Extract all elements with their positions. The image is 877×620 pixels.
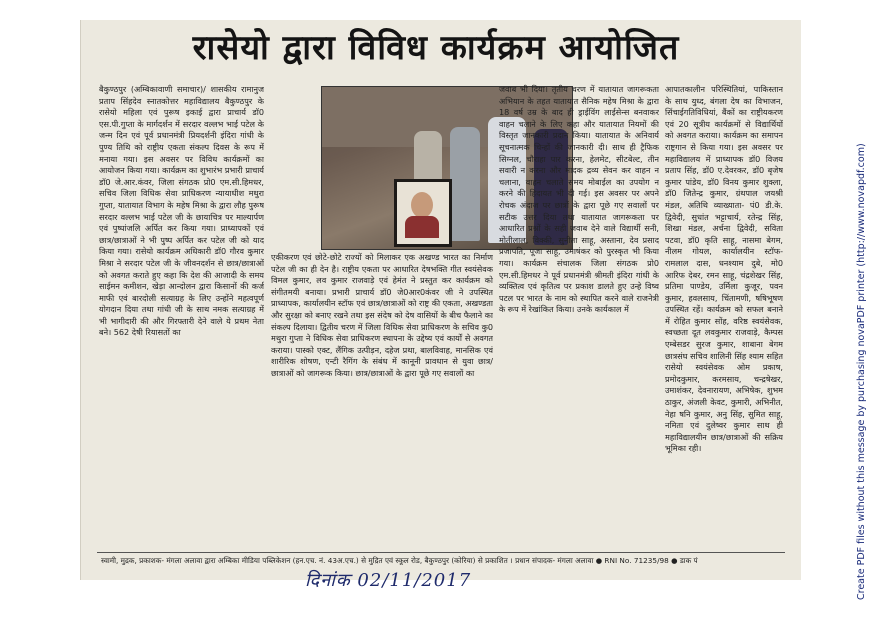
pdf-watermark: [846, 40, 866, 600]
article-lead-text: बैकुण्ठपुर (अम्बिकावाणी समाचार)/ शासकीय रामानुज प्रताप सिंहदेव स्नातकोत्तर महाविद्यालय बैकुण्ठपुर के रासेयो महिला एवं पुरूष इकाई द्वारा प्राचार्य डॉ0 एस.पी.गुप्ता के मार्गदर्शन में सरदार वल्लभ भाई पटेल के जन्म दिन एवं पूर्व प्रधानमंत्री प्रियदर्शनी इंदिरा गांधी के पुण्य तिथि को राष्ट्रीय एकता संकल्प दिवस के रूप में मनाया गया। इस अवसर पर विविध कार्यक्रमों का आयोजन किया गया। कार्यक्रम का शुभारंभ प्रभारी प्राचार्य डॉ0 जे.आर.कंवर, जिला संगठक प्रो0 एम.सी.हिमधर, सचिव जिला विधिक सेवा प्राधिकरण न्यायाधीश मथुरा गुप्ता, यातायात विभाग के महेष मिश्रा के द्वारा लौह पुरूष सरदार वल्लभ भाई पटेल जी के छायाचित्र पर माल्यार्पण एवं पुष्पांजलि अर्पित कर किया गया। प्राध्यापकों एवं छात्र/छात्राओं ने भी पुष्प अर्पित कर पटेल जी को याद किया गया। रासेयो कार्यक्रम अधिकारी डॉ0 गौरव कुमार मिश्रा ने सरदार पटेल जी के जीवनदर्शन से छात्र/छात्राओं को अवगत कराते हुए कहा कि देश की आजादी के समय साईमन कमीशन, खेड़ा आन्दोलन द्वारा किसानों की कर्ज माफी एवं बारदोली सत्याग्रह के लिए उन्होंने महत्वपूर्ण योगदान दिया तथा गांधी जी के साथ नमक सत्याग्रह में भी भागीदारी की और गिरफ्तारी देने वाले ये प्रथम नेता बने। 562 देषी रियासतों का: [99, 84, 264, 338]
footer-divider: [97, 552, 785, 553]
article-column-1: [99, 84, 264, 524]
article-text: एकीकरण एवं छोटे-छोटे राज्यों को मिलाकर एक अखण्ड भारत का निर्माण पटेल जी का ही देन है। राष्ट्रीय एकता पर आधारित देषभक्ति गीत स्वयंसेवक विमल कुमार, लव कुमार राजवाड़े एवं हेमंत ने प्रस्तुत कर कार्यक्रम को संगीतमयी बनाया। प्रभारी प्राचार्य डॉ0 जे0आर0कंवर जी ने उपस्थित प्राध्यापक, कार्यालयीन स्टॉफ एवं छात्र/छात्राओं को राष्ट्र की एकता, अखण्डता और सुरक्षा को बनाए रखने तथा इस संदेष को देष वासियों के बीच फैलाने का संकल्प दिलाया। द्वितीय चरण में जिला विधिक सेवा प्राधिकरण के सचिव कु0 मथुरा गुप्ता ने विधिक सेवा प्राधिकरण स्थापना के उद्देष्य एवं कार्यों से अवगत कराया। पास्को एक्ट, लैंगिक उत्पीड़न, दहेज प्रथा, बालविवाह, मानसिक एवं शारीरिक शोषण, एन्टी रैगिंग के संबंध में कानूनी प्रावधान से युवा छात्र/छात्राओं को जागरूक किया। छात्र/छात्राओं के द्वारा पूछे गए सवालों का: [271, 252, 493, 378]
headline: रासेयो द्वारा विविध कार्यक्रम आयोजित: [192, 28, 680, 68]
newspaper-clipping: [80, 20, 801, 580]
portrait-face: [411, 192, 433, 218]
article-text: जवाब भी दिया। तृतीय चरण में यातायात जागरूकता अभियान के तहत यातायात सैनिक महेष मिश्रा के द्वारा 18 वर्ष उम्र के बाद ही ड्राईविंग लाईसेन्स बनवाकर वाहन चलाने के लिए कहा और यातायात नियमों की विस्तृत जानकारी प्रदान किया। यातायात के अनिवार्य सूचनात्मक चिन्हों की जानकारी दी। साथ ही ट्रैफिक सिग्नल, चौराहा पार करना, हेलमेट, सीटबेल्ट, तीन सवारी न करना और मादक द्रव्य सेवन कर वाहन न चलाना, वाहन चलाते समय मोबाईल का उपयोग न करने की हिदायत भी दी गई। इस अवसर पर अपने रोचक अंदाज पर छात्रों के द्वारा पूछे गए सवालों पर सटीक उत्तर दिया तथा यातायात जागरूकता पर आधारित प्रश्नों के सही जवाब देने वाले विद्यार्थी सनी, मोतीलाल, विक्की, सुनीता साहू, अस्ताना, देव प्रसाद प्रजापति, पूजा साहू, उमाषंकर को पुरस्कृत भी किया गया। कार्यक्रम संचालक जिला संगठक प्रो0 एम.सी.हिमधर ने पूर्व प्रधानमंत्री श्रीमती इंदिरा गांधी के व्यक्तित्व एवं कृतित्व पर प्रकाश डालते हुए उन्हे विष्व पटल पर भारत के नाम को स्थापित करने वाले राजनेत्री के रूप में रेखांकित किया। उनके कार्यकाल में: [499, 84, 659, 315]
portrait-frame: [394, 179, 452, 247]
person-figure: [450, 127, 480, 241]
handwritten-date: दिनांक 02/11/2017: [305, 570, 472, 591]
article-column-2: [271, 252, 493, 524]
article-text: आपातकालीन परिस्थितियां, पाकिस्तान के साथ युध्द, बंगला देष का विभाजन, सिंचाईगतिविधियां, बैंकों का राष्ट्रीयकरण एवं 20 सूत्रीय कार्यक्रमों से विद्यार्थियों को अवगत कराया। कार्यक्रम का समापन राष्ट्रगान से किया गया। इस अवसर पर महाविद्यालय में प्राध्यापक डॉ0 विजय प्रताप सिंह, डॉ0 ए.देवरकर, डॉ0 बृजेष कुमार पांडेय, डॉ0 विनय कुमार शुक्ला, डॉ0 जितेन्द्र कुमार, ग्रंथपाल जयश्री मंडल, अतिथि व्याख्याता- पं0 डी.के. द्विवेदी, सुधांत भट्टाचार्य, रतेन्द्र सिंह, शिखा मंडल, अर्चना द्विवेदी, सविता पटवा, डॉ0 कृति साहू, नासमा बेगम, नीलम गोयल, कार्यालयीन स्टॉफ- रामलाल दास, धनश्याम दुबे, मो0 आरिफ देबर, रमन साहू, चंद्रशेखर सिंह, प्रतिमा पाण्डेय, उर्मिला कुजूर, पवन कुमार, हवलसाय, चिंतामणी, षषिभूषण उपस्थित रहें। कार्यक्रम को सफल बनाने में रोहित कुमार सोंह, वरिष्ठ स्वयंसेवक, स्वच्छता दूत लवकुमार राजवाड़े, कैम्पस एम्बेसडर सुरज कुमार, शाबाना बेगम छात्रसंघ सचिव शालिनी सिंह श्याम सहित रासेयो स्वयंसेवक ओम प्रकाष, प्रमोदकुमार, करमसाय, चन्द्रषेखर, उमाशंकर, देवनारायण, अभिषेक, शुभम ठाकुर, अंजली केवट, कुमारी, अभिनीत, नेहा षनि कुमार, अनु सिंह, सुमित साहू, नमिता एवं दुलेष्वर कुमार साथ ही महाविद्यालयीन छात्र/छात्राओं की सक्रिय भूमिका रही।: [665, 84, 783, 454]
publisher-footer: स्वामी, मुद्रक, प्रकाशक- मंगला अलावा द्वारा अम्बिका मीडिया पब्लिकेशन (हन.एच. नं. 43अ.एच.) से मुद्रित एवं स्कूल रोड, बैकुण्ठपुर (कोरिया) से प्रकाशित । प्रधान संपादक- मंगला अलावा ● RNI No. 71235/98 ● डाक पं: [101, 556, 698, 565]
watermark-text: Create PDF files without this message by purchasing novaPDF printer (http://www.novapdf.com): [856, 143, 867, 600]
article-column-4: [665, 84, 783, 524]
portrait-body: [405, 216, 439, 238]
article-column-3: [499, 84, 659, 524]
